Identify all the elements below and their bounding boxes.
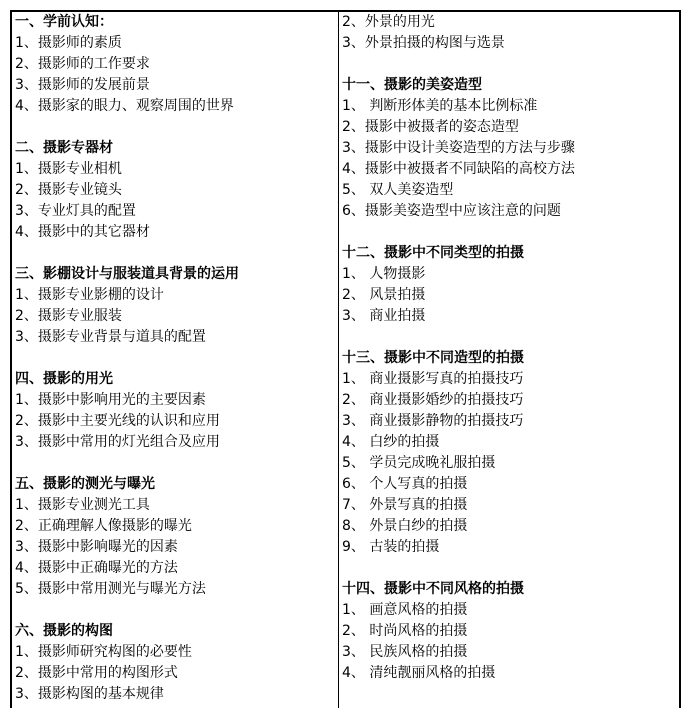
right-column xyxy=(339,12,679,708)
list-item: 1、 商业摄影写真的拍摄技巧 xyxy=(342,371,524,387)
list-item: 2、 时尚风格的拍摄 xyxy=(342,623,468,639)
list-item: 6、摄影美姿造型中应该注意的问题 xyxy=(342,203,561,219)
section-heading: 五、摄影的测光与曝光 xyxy=(15,476,155,492)
list-item: 1、摄影专业相机 xyxy=(15,161,122,177)
section-heading: 十一、摄影的美姿造型 xyxy=(342,77,482,93)
list-item: 2、摄影专业镜头 xyxy=(15,182,122,198)
list-item: 3、 商业摄影静物的拍摄技巧 xyxy=(342,413,524,429)
list-item: 5、 学员完成晚礼服拍摄 xyxy=(342,455,496,471)
section-heading: 四、摄影的用光 xyxy=(15,371,113,387)
list-item: 2、 风景拍摄 xyxy=(342,287,426,303)
list-item: 4、 清纯靓丽风格的拍摄 xyxy=(342,665,496,681)
section-heading: 三、影棚设计与服装道具背景的运用 xyxy=(15,266,239,282)
blank-row xyxy=(339,327,679,348)
course-outline-table xyxy=(10,10,681,708)
list-item: 5、摄影中常用测光与曝光方法 xyxy=(15,581,206,597)
blank-row xyxy=(12,600,338,621)
list-item: 2、摄影专业服装 xyxy=(15,308,122,324)
blank-row xyxy=(339,222,679,243)
list-item: 1、摄影专业测光工具 xyxy=(15,497,150,513)
list-item: 7、 外景写真的拍摄 xyxy=(342,497,468,513)
blank-row xyxy=(339,558,679,579)
section-heading: 一、学前认知： xyxy=(15,14,113,30)
list-item: 4、摄影家的眼力、观察周围的世界 xyxy=(15,98,234,114)
list-item: 4、摄影中被摄者不同缺陷的高校方法 xyxy=(342,161,575,177)
left-column xyxy=(12,12,339,708)
list-item: 4、摄影中的其它器材 xyxy=(15,224,150,240)
list-item: 4、摄影中正确曝光的方法 xyxy=(15,560,178,576)
section-heading: 十二、摄影中不同类型的拍摄 xyxy=(342,245,524,261)
list-item: 1、 判断形体美的基本比例标准 xyxy=(342,98,538,114)
list-item: 2、正确理解人像摄影的曝光 xyxy=(15,518,192,534)
list-item: 1、摄影师的素质 xyxy=(15,35,122,51)
list-item: 3、外景拍摄的构图与选景 xyxy=(342,35,505,51)
list-item: 2、外景的用光 xyxy=(342,14,435,30)
blank-row xyxy=(339,54,679,75)
list-item: 1、摄影专业影棚的设计 xyxy=(15,287,164,303)
blank-row xyxy=(12,243,338,264)
section-heading: 二、摄影专器材 xyxy=(15,140,113,156)
list-item: 3、 商业拍摄 xyxy=(342,308,426,324)
list-item: 2、 商业摄影婚纱的拍摄技巧 xyxy=(342,392,524,408)
list-item: 1、 人物摄影 xyxy=(342,266,426,282)
list-item: 3、摄影专业背景与道具的配置 xyxy=(15,329,206,345)
list-item: 1、摄影师研究构图的必要性 xyxy=(15,644,192,660)
list-item: 2、摄影师的工作要求 xyxy=(15,56,150,72)
list-item: 3、摄影构图的基本规律 xyxy=(15,686,164,702)
list-item: 4、 白纱的拍摄 xyxy=(342,434,440,450)
list-item: 8、 外景白纱的拍摄 xyxy=(342,518,468,534)
list-item: 6、 个人写真的拍摄 xyxy=(342,476,468,492)
list-item: 2、摄影中被摄者的姿态造型 xyxy=(342,119,519,135)
list-item: 3、摄影中设计美姿造型的方法与步骤 xyxy=(342,140,575,156)
list-item: 3、摄影中常用的灯光组合及应用 xyxy=(15,434,220,450)
list-item: 3、摄影师的发展前景 xyxy=(15,77,150,93)
section-heading: 十四、摄影中不同风格的拍摄 xyxy=(342,581,524,597)
blank-row xyxy=(12,117,338,138)
blank-row xyxy=(12,348,338,369)
list-item: 9、 古装的拍摄 xyxy=(342,539,440,555)
list-item: 3、摄影中影响曝光的因素 xyxy=(15,539,178,555)
list-item: 5、 双人美姿造型 xyxy=(342,182,454,198)
list-item: 1、 画意风格的拍摄 xyxy=(342,602,468,618)
list-item: 3、专业灯具的配置 xyxy=(15,203,136,219)
list-item: 2、摄影中常用的构图形式 xyxy=(15,665,178,681)
blank-row xyxy=(12,453,338,474)
list-item: 1、摄影中影响用光的主要因素 xyxy=(15,392,206,408)
section-heading: 十三、摄影中不同造型的拍摄 xyxy=(342,350,524,366)
section-heading: 六、摄影的构图 xyxy=(15,623,113,639)
list-item: 3、 民族风格的拍摄 xyxy=(342,644,468,660)
list-item: 2、摄影中主要光线的认识和应用 xyxy=(15,413,220,429)
